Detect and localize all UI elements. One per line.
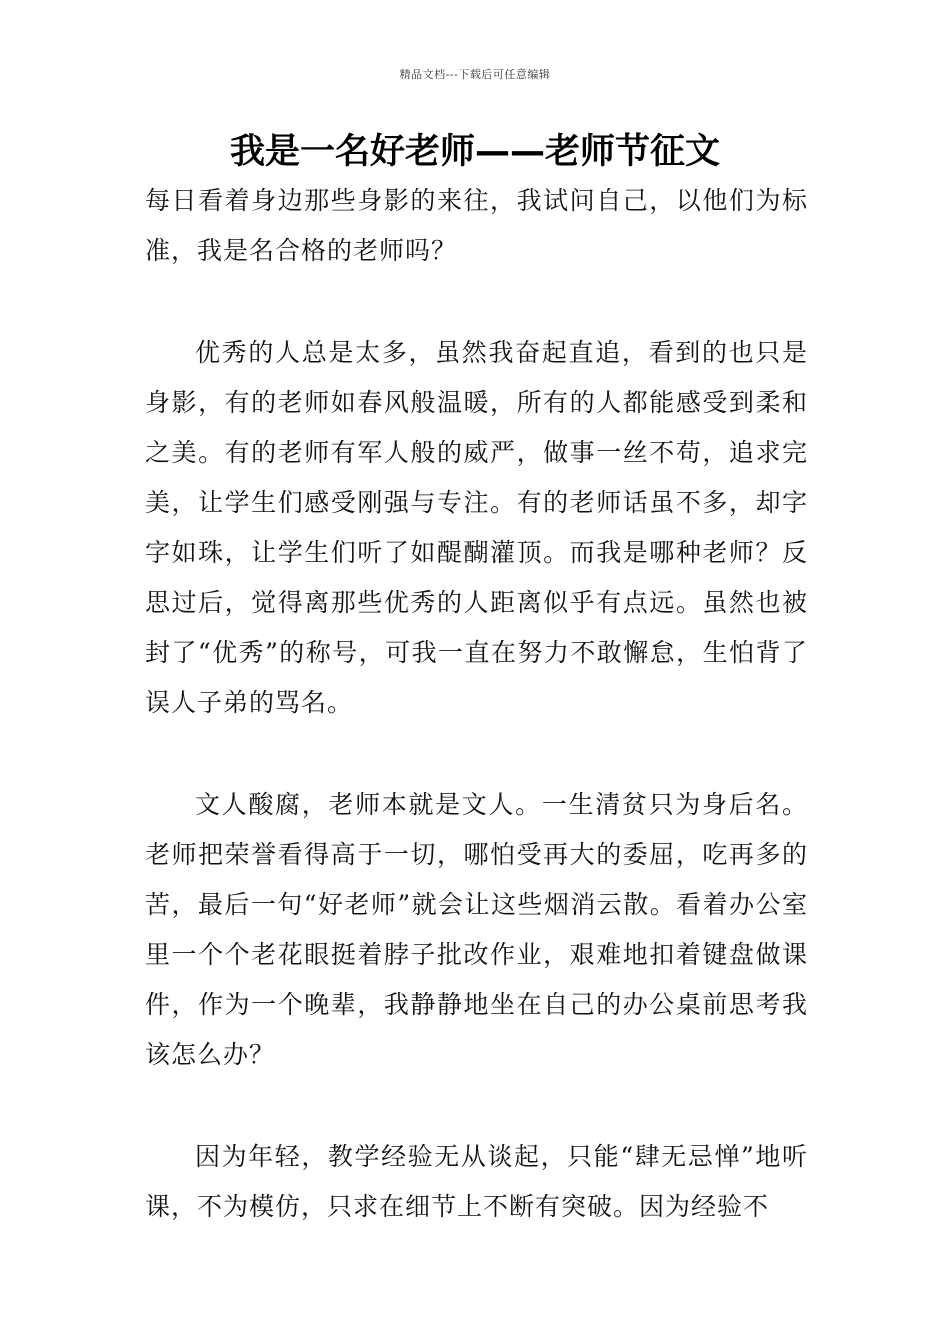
document-body — [145, 176, 808, 1232]
paragraph-spacer — [145, 728, 808, 780]
paragraph-1: 每日看着身边那些身影的来往，我试问自己，以他们为标准，我是名合格的老师吗？ — [145, 186, 808, 265]
header-note: 精品文档---下载后可任意编辑 — [399, 68, 551, 81]
paragraph-spacer — [145, 1080, 808, 1132]
paragraph-2: 优秀的人总是太多，虽然我奋起直追，看到的也只是身影，有的老师如春风般温暖，所有的人都能感受到柔和之美。有的老师有军人般的威严，做事一丝不苟，追求完美，让学生们感受刚强与专注。有的老师话虽不多，却字字如珠，让学生们听了如醍醐灌顶。而我是哪种老师？反思过后，觉得离那些优秀的人距离似乎有点远。虽然也被封了“优秀”的称号，可我一直在努力不敢懈怠，生怕背了误人子弟的骂名。 — [145, 338, 808, 717]
paragraph-4: 因为年轻，教学经验无从谈起，只能“肆无忌惮”地听课，不为模仿，只求在细节上不断有突破。因为经验不 — [145, 1142, 808, 1221]
document-title: 我是一名好老师——老师节征文 — [229, 132, 720, 172]
paragraph-spacer — [145, 276, 808, 328]
paragraph-3: 文人酸腐，老师本就是文人。一生清贫只为身后名。老师把荣誉看得高于一切，哪怕受再大的委屈，吃再多的苦，最后一句“好老师”就会让这些烟消云散。看着办公室里一个个老花眼挺着脖子批改作业，艰难地扣着键盘做课件，作为一个晚辈，我静静地坐在自己的办公桌前思考我该怎么办？ — [145, 790, 808, 1069]
